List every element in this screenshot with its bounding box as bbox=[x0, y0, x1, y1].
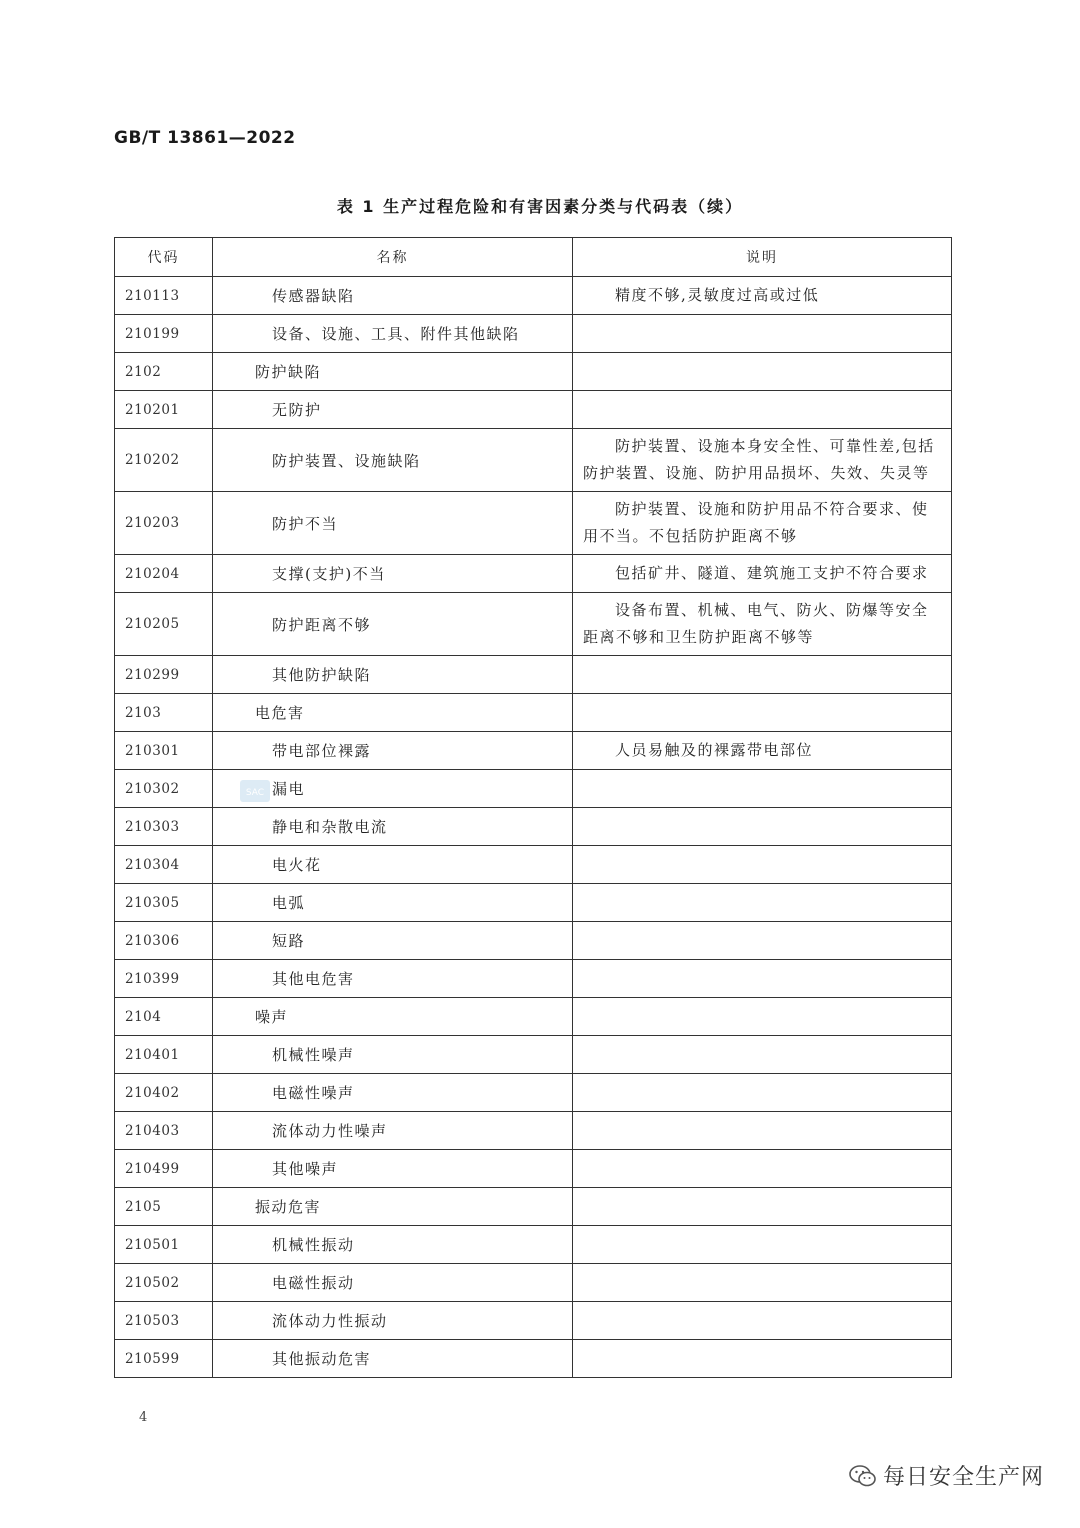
cell-code: 210202 bbox=[115, 429, 213, 492]
header-code: 代码 bbox=[115, 238, 213, 277]
table-row bbox=[115, 808, 952, 846]
cell-name: 静电和杂散电流 bbox=[213, 808, 573, 846]
table-row bbox=[115, 846, 952, 884]
cell-code: 210204 bbox=[115, 555, 213, 593]
cell-name: 漏电 bbox=[213, 770, 573, 808]
cell-code: 210499 bbox=[115, 1150, 213, 1188]
cell-description bbox=[573, 277, 952, 315]
cell-name: 机械性噪声 bbox=[213, 1036, 573, 1074]
cell-description bbox=[573, 656, 952, 694]
table-row bbox=[115, 1150, 952, 1188]
cell-name: 其他防护缺陷 bbox=[213, 656, 573, 694]
cell-description bbox=[573, 1112, 952, 1150]
cell-description bbox=[573, 732, 952, 770]
table-row bbox=[115, 1226, 952, 1264]
cell-name: 其他振动危害 bbox=[213, 1340, 573, 1378]
cell-code: 2105 bbox=[115, 1188, 213, 1226]
header-name: 名称 bbox=[213, 238, 573, 277]
table-row bbox=[115, 1302, 952, 1340]
cell-code: 210199 bbox=[115, 315, 213, 353]
cell-name: 防护不当 bbox=[213, 492, 573, 555]
cell-code: 210203 bbox=[115, 492, 213, 555]
cell-name: 防护缺陷 bbox=[213, 353, 573, 391]
cell-code: 210501 bbox=[115, 1226, 213, 1264]
table-row bbox=[115, 960, 952, 998]
cell-code: 210403 bbox=[115, 1112, 213, 1150]
cell-description bbox=[573, 770, 952, 808]
cell-name: 电磁性噪声 bbox=[213, 1074, 573, 1112]
table-row bbox=[115, 315, 952, 353]
cell-code: 2102 bbox=[115, 353, 213, 391]
table-row bbox=[115, 1264, 952, 1302]
standard-number: GB/T 13861—2022 bbox=[114, 128, 296, 148]
cell-description bbox=[573, 694, 952, 732]
cell-description bbox=[573, 1340, 952, 1378]
cell-description bbox=[573, 1074, 952, 1112]
header-description: 说明 bbox=[573, 238, 952, 277]
cell-description bbox=[573, 353, 952, 391]
table-row bbox=[115, 998, 952, 1036]
table-row bbox=[115, 1074, 952, 1112]
cell-description bbox=[573, 593, 952, 656]
cell-description bbox=[573, 1036, 952, 1074]
table-row bbox=[115, 694, 952, 732]
table-row bbox=[115, 492, 952, 555]
cell-name: 机械性振动 bbox=[213, 1226, 573, 1264]
description-text: 包括矿井、隧道、建筑施工支护不符合要求 bbox=[615, 564, 929, 582]
cell-name: 噪声 bbox=[213, 998, 573, 1036]
cell-name: 电火花 bbox=[213, 846, 573, 884]
cell-description bbox=[573, 922, 952, 960]
cell-code: 210303 bbox=[115, 808, 213, 846]
cell-name: 电弧 bbox=[213, 884, 573, 922]
cell-code: 210306 bbox=[115, 922, 213, 960]
watermark-text: 每日安全生产网 bbox=[882, 1465, 1044, 1490]
cell-name: 带电部位裸露 bbox=[213, 732, 573, 770]
table-row bbox=[115, 1340, 952, 1378]
cell-name: 无防护 bbox=[213, 391, 573, 429]
table-row bbox=[115, 656, 952, 694]
cell-code: 210402 bbox=[115, 1074, 213, 1112]
cell-code: 210503 bbox=[115, 1302, 213, 1340]
description-text: 防护装置、设施本身安全性、可靠性差,包括防护装置、设施、防护用品损坏、失效、失灵等 bbox=[583, 437, 935, 482]
hazard-table bbox=[114, 237, 952, 1378]
cell-code: 210399 bbox=[115, 960, 213, 998]
table-row bbox=[115, 1036, 952, 1074]
cell-name: 其他噪声 bbox=[213, 1150, 573, 1188]
cell-description bbox=[573, 1150, 952, 1188]
cell-code: 2104 bbox=[115, 998, 213, 1036]
cell-description bbox=[573, 391, 952, 429]
cell-name: 电磁性振动 bbox=[213, 1264, 573, 1302]
cell-code: 210401 bbox=[115, 1036, 213, 1074]
cell-description bbox=[573, 492, 952, 555]
cell-description bbox=[573, 1226, 952, 1264]
table-header-row bbox=[115, 238, 952, 277]
cell-description bbox=[573, 429, 952, 492]
cell-name: 防护距离不够 bbox=[213, 593, 573, 656]
table-row bbox=[115, 429, 952, 492]
table-body bbox=[115, 277, 952, 1378]
svg-text:SAC: SAC bbox=[245, 788, 265, 798]
cell-name: 设备、设施、工具、附件其他缺陷 bbox=[213, 315, 573, 353]
table-row bbox=[115, 1112, 952, 1150]
cell-code: 210113 bbox=[115, 277, 213, 315]
sac-logo-mark bbox=[240, 780, 270, 802]
cell-name: 传感器缺陷 bbox=[213, 277, 573, 315]
table-row bbox=[115, 732, 952, 770]
cell-name: 其他电危害 bbox=[213, 960, 573, 998]
cell-code: 210305 bbox=[115, 884, 213, 922]
table-row bbox=[115, 353, 952, 391]
cell-description bbox=[573, 555, 952, 593]
table-row bbox=[115, 277, 952, 315]
cell-name: 流体动力性噪声 bbox=[213, 1112, 573, 1150]
cell-description bbox=[573, 808, 952, 846]
table-row bbox=[115, 922, 952, 960]
table-row bbox=[115, 1188, 952, 1226]
table-row bbox=[115, 391, 952, 429]
cell-code: 210502 bbox=[115, 1264, 213, 1302]
cell-name: 防护装置、设施缺陷 bbox=[213, 429, 573, 492]
cell-name: 支撑(支护)不当 bbox=[213, 555, 573, 593]
description-text: 精度不够,灵敏度过高或过低 bbox=[615, 286, 820, 304]
cell-name: 振动危害 bbox=[213, 1188, 573, 1226]
cell-code: 210304 bbox=[115, 846, 213, 884]
watermark bbox=[849, 1460, 1044, 1491]
cell-description bbox=[573, 846, 952, 884]
table-row bbox=[115, 555, 952, 593]
description-text: 人员易触及的裸露带电部位 bbox=[615, 741, 814, 759]
cell-code: 210599 bbox=[115, 1340, 213, 1378]
table-row bbox=[115, 593, 952, 656]
cell-code: 210299 bbox=[115, 656, 213, 694]
description-text: 设备布置、机械、电气、防火、防爆等安全距离不够和卫生防护距离不够等 bbox=[583, 601, 929, 646]
cell-description bbox=[573, 1188, 952, 1226]
cell-name: 电危害 bbox=[213, 694, 573, 732]
page-number: 4 bbox=[139, 1410, 148, 1425]
cell-description bbox=[573, 960, 952, 998]
cell-code: 210301 bbox=[115, 732, 213, 770]
cell-description bbox=[573, 315, 952, 353]
cell-description bbox=[573, 998, 952, 1036]
cell-code: 210205 bbox=[115, 593, 213, 656]
cell-description bbox=[573, 884, 952, 922]
table-row bbox=[115, 884, 952, 922]
description-text: 防护装置、设施和防护用品不符合要求、使用不当。不包括防护距离不够 bbox=[583, 500, 929, 545]
cell-name: 短路 bbox=[213, 922, 573, 960]
cell-code: 2103 bbox=[115, 694, 213, 732]
table-title: 表 1 生产过程危险和有害因素分类与代码表（续） bbox=[336, 197, 744, 216]
cell-description bbox=[573, 1302, 952, 1340]
cell-description bbox=[573, 1264, 952, 1302]
wechat-icon bbox=[849, 1464, 877, 1488]
cell-code: 210302 bbox=[115, 770, 213, 808]
cell-name: 流体动力性振动 bbox=[213, 1302, 573, 1340]
cell-code: 210201 bbox=[115, 391, 213, 429]
